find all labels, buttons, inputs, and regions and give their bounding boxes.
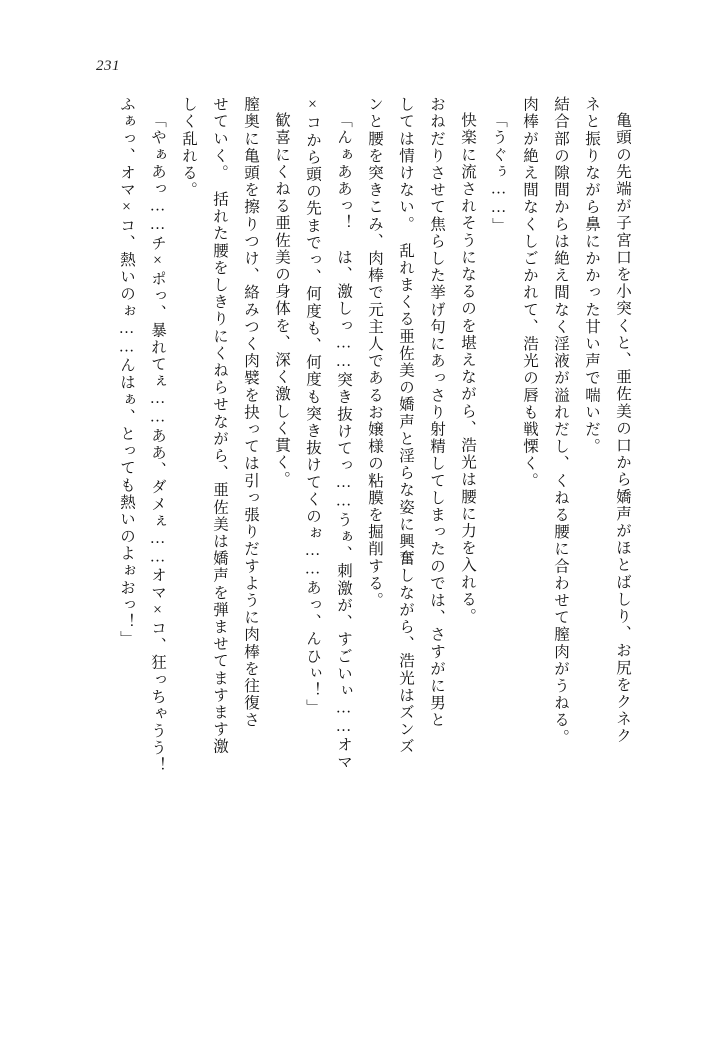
vertical-text-body	[70, 96, 638, 976]
page-number: 231	[96, 58, 120, 74]
text-column: ンと腰を突きこみ、肉棒で元主人であるお嬢様の粘膜を掘削する。	[366, 96, 383, 609]
text-column: 快楽に流されそうになるのを堪えながら、浩光は腰に力を入れる。	[459, 112, 476, 625]
text-column: 亀頭の先端が子宮口を小突くと、亜佐美の口から嬌声がほとばしり、お尻をクネク	[614, 112, 631, 745]
text-column: ネと振りながら鼻にかかった甘い声で喘いだ。	[583, 96, 600, 456]
text-column: 結合部の隙間からは絶え間なく淫液が溢れだし、くねる腰に合わせて膣肉がうねる。	[552, 96, 569, 746]
text-column: 肉棒が絶え間なくしごかれて、浩光の唇も戦慄く。	[521, 96, 538, 490]
text-column: 歓喜にくねる亜佐美の身体を、深く激しく貫く。	[273, 112, 290, 489]
text-column: 「やぁあっ……チ×ポっ、暴れてぇ……ああ、ダメぇ……オマ×コ、狂っちゃうう！	[149, 112, 166, 774]
text-column: 膣奥に亀頭を擦りつけ、絡みつく肉襞を抉っては引っ張りだすように肉棒を往復さ	[242, 96, 259, 729]
text-column: しては情けない。 乱れまくる亜佐美の嬌声と淫らな姿に興奮しながら、浩光はズンズ	[397, 96, 414, 756]
text-column: おねだりさせて焦らした挙げ句にあっさり射精してしまったのでは、さすがに男と	[428, 96, 445, 729]
text-column: 「うぐぅ……」	[490, 112, 507, 235]
text-column: ふぁっ、オマ×コ、熱いのぉ……んはぁ、とっても熱いのよぉおっ！」	[118, 96, 135, 648]
text-column: ×コから頭の先までっ、何度も、何度も突き抜けてくのぉ……あっ、んひぃ！」	[304, 96, 321, 717]
text-column: せていく。 括れた腰をしきりにくねらせながら、亜佐美は嬌声を弾ませてますます激	[211, 96, 228, 756]
text-column: しく乱れる。	[180, 96, 197, 199]
text-column: 「んぁああっ！ は、激しっ……突き抜けてっ……うぁ、刺激が、すごいぃ……オマ	[335, 112, 352, 771]
